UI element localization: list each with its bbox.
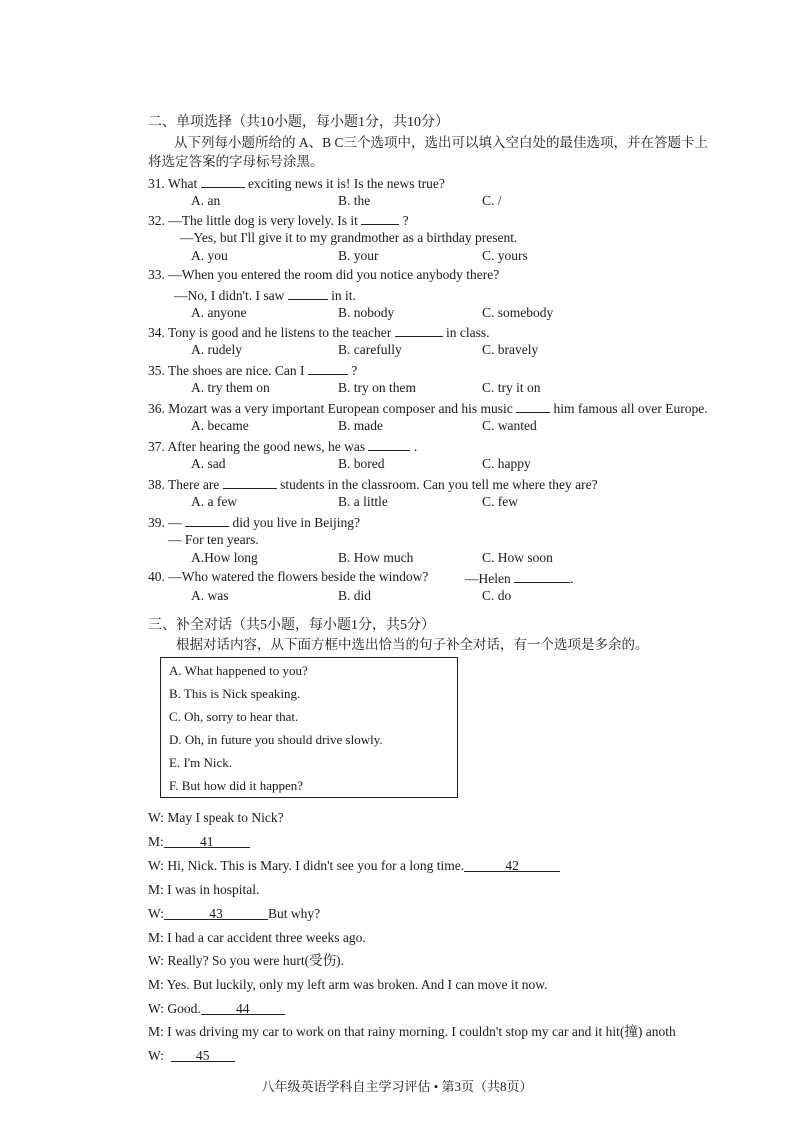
section-3-instruction: 根据对话内容，从下面方框中选出恰当的句子补全对话，有一个选项是多余的。	[176, 637, 649, 652]
option-b: B. nobody	[338, 305, 395, 320]
section-3-title: 三、补全对话（共5小题，每小题1分，共5分）	[148, 618, 435, 633]
option-a: A. rudely	[191, 342, 242, 357]
question-32-reply: —Yes, but I'll give it to my grandmother as a birthday present.	[180, 230, 518, 245]
question-40-stem: 40. —Who watered the flowers beside the window?	[148, 569, 429, 584]
dialog-line: W: 45	[148, 1047, 235, 1065]
dialog-line: M: I had a car accident three weeks ago.	[148, 930, 366, 945]
dialog-line: M: Yes. But luckily, only my left arm was broken. And I can move it now.	[148, 977, 548, 992]
question-33-reply: —No, I didn't. I saw in it.	[174, 285, 356, 305]
answer-blank	[308, 360, 348, 375]
question-40-reply: —Helen .	[465, 568, 573, 588]
box-option-d: D. Oh, in future you should drive slowly.	[169, 732, 383, 747]
answer-blank	[288, 285, 328, 300]
option-a: A. try them on	[191, 380, 270, 395]
answer-blank	[201, 173, 245, 188]
answer-blank	[223, 474, 277, 489]
page-footer: 八年级英语学科自主学习评估 • 第3页（共8页）	[261, 1079, 533, 1094]
dialog-line: M: I was in hospital.	[148, 882, 260, 897]
option-c: C. /	[482, 193, 502, 208]
section-2-instruction-line2: 将选定答案的字母标号涂黑。	[148, 154, 324, 169]
question-34-stem: 34. Tony is good and he listens to the teacher in class.	[148, 322, 490, 342]
question-31-stem: 31. What exciting news it is! Is the news true?	[148, 173, 445, 193]
box-option-c: C. Oh, sorry to hear that.	[169, 709, 299, 724]
dialog-line: W: Good. 44	[148, 1000, 285, 1018]
option-a: A. a few	[191, 494, 238, 509]
box-option-a: A. What happened to you?	[169, 663, 308, 678]
option-b: B. made	[338, 418, 383, 433]
section-2-title: 二、单项选择（共10小题，每小题1分，共10分）	[148, 115, 449, 130]
box-option-f: F. But how did it happen?	[169, 778, 304, 793]
question-37-stem: 37. After hearing the good news, he was .	[148, 436, 417, 456]
dialog-line: M: 41	[148, 833, 250, 851]
option-b: B. bored	[338, 456, 385, 471]
answer-blank	[516, 398, 550, 413]
option-c: C. yours	[482, 248, 528, 263]
box-option-b: B. This is Nick speaking.	[169, 686, 301, 701]
answer-blank-44: 44	[201, 1000, 285, 1015]
option-a: A. was	[191, 588, 229, 603]
option-b: B. the	[338, 193, 371, 208]
option-c: C. try it on	[482, 380, 541, 395]
question-33-stem: 33. —When you entered the room did you notice anybody there?	[148, 267, 500, 282]
option-c: C. do	[482, 588, 512, 603]
answer-blank-41: 41	[164, 833, 250, 848]
answer-blank	[361, 210, 399, 225]
option-a: A. sad	[191, 456, 226, 471]
question-32-stem: 32. —The little dog is very lovely. Is it ?	[148, 210, 409, 230]
dialog-line: W: May I speak to Nick?	[148, 810, 284, 825]
answer-blank	[185, 512, 229, 527]
answer-blank-45: 45	[171, 1047, 235, 1062]
option-b: B. How much	[338, 550, 414, 565]
answer-blank-43: 43	[164, 905, 268, 920]
option-b: B. carefully	[338, 342, 402, 357]
option-c: C. somebody	[482, 305, 554, 320]
question-36-stem: 36. Mozart was a very important European composer and his music him famous all over Europe.	[148, 398, 708, 418]
option-a: A. anyone	[191, 305, 247, 320]
dialog-line: W: Really? So you were hurt(受伤).	[148, 953, 344, 968]
option-b: B. your	[338, 248, 379, 263]
options-box	[160, 657, 458, 798]
question-38-stem: 38. There are students in the classroom. Can you tell me where they are?	[148, 474, 598, 494]
dialog-line: W: Hi, Nick. This is Mary. I didn't see you for a long time. 42	[148, 857, 560, 875]
option-a: A. an	[191, 193, 221, 208]
dialog-line: M: I was driving my car to work on that rainy morning. I couldn't stop my car and it hit(撞) anoth	[148, 1024, 676, 1039]
option-c: C. How soon	[482, 550, 553, 565]
option-b: B. try on them	[338, 380, 416, 395]
box-option-e: E. I'm Nick.	[169, 755, 232, 770]
option-a: A.How long	[191, 550, 258, 565]
option-c: C. happy	[482, 456, 531, 471]
option-b: B. did	[338, 588, 372, 603]
answer-blank	[514, 568, 570, 583]
answer-blank-42: 42	[464, 857, 560, 872]
answer-blank	[368, 436, 410, 451]
option-a: A. you	[191, 248, 228, 263]
option-c: C. few	[482, 494, 518, 509]
option-a: A. became	[191, 418, 249, 433]
option-b: B. a little	[338, 494, 388, 509]
option-c: C. bravely	[482, 342, 539, 357]
answer-blank	[395, 322, 443, 337]
dialog-line: W: 43 But why?	[148, 906, 321, 921]
option-c: C. wanted	[482, 418, 537, 433]
question-39-reply: — For ten years.	[168, 532, 259, 547]
question-39-stem: 39. — did you live in Beijing?	[148, 512, 360, 532]
question-35-stem: 35. The shoes are nice. Can I ?	[148, 360, 357, 380]
section-2-instruction-line1: 从下列每小题所给的 A、B C三个选项中，选出可以填入空白处的最佳选项，并在答题卡上	[174, 135, 709, 150]
